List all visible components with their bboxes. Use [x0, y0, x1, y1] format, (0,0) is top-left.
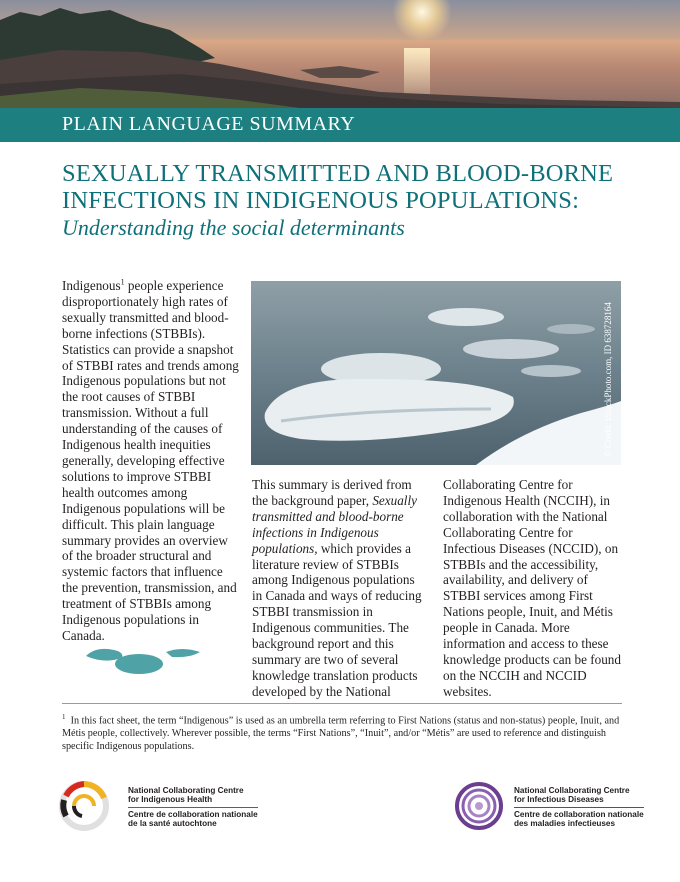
nccid-logo-icon [453, 780, 505, 832]
lily-pad-icon [84, 644, 204, 678]
nccid-en-line-1: National Collaborating Centre [514, 786, 630, 795]
nccih-logo-text [128, 786, 258, 829]
intro-paragraph [62, 278, 240, 644]
footnote-marker: 1 [62, 713, 66, 721]
ice-floes [251, 281, 621, 465]
hero-shoreline [0, 0, 680, 108]
footnote [62, 711, 622, 753]
nccih-en-line-1: National Collaborating Centre [128, 786, 244, 795]
nccih-en-line-2: for Indigenous Health [128, 795, 213, 805]
banner-label: PLAIN LANGUAGE SUMMARY [62, 113, 356, 135]
nccid-logo-text [514, 786, 644, 829]
nccih-fr-line-1: Centre de collaboration nationale [128, 809, 258, 819]
background-intro: This summary is derived from the background paper, [252, 477, 412, 508]
nccid-fr-line-1: Centre de collaboration nationale [514, 809, 644, 819]
footnote-ref[interactable]: 1 [120, 277, 125, 287]
ice-photo [251, 281, 621, 465]
nccid-fr-line-2: des maladies infectieuses [514, 819, 616, 829]
title-line-2: INFECTIONS IN INDIGENOUS POPULATIONS: [62, 187, 580, 214]
hero-photo [0, 0, 680, 108]
background-paragraph [252, 477, 422, 700]
page-subtitle: Understanding the social determinants [62, 215, 405, 240]
nccih-fr-line-2: de la santé autochtone [128, 819, 217, 829]
page-title [62, 160, 652, 214]
background-paper-title: Sexually transmitted and blood-borne infections in Indigenous populations, [252, 492, 417, 556]
nccid-en [514, 786, 644, 808]
nccih-logo-icon [58, 780, 110, 832]
summary-banner [0, 108, 680, 142]
footnote-text: In this fact sheet, the term “Indigenous” is used as an umbrella term referring to First Nations (status and non-status) people, Inuit, and Métis people, collectively. Wherever possible, the terms “First Nations”, “Inuit”, and/or “Métis” are used to reference and distinguish specific Indigenous populations. [62, 715, 620, 753]
intro-text: people experience disproportionately high rates of sexually transmitted and blood-borne infections (STBBIs). Statistics can provide a snapshot of STBBI rates and trends among Indigenous populations but not the root causes of STBBI transmission. Without a full understanding of the causes of Indigenous health inequities generally, developing effective solutions to improve STBBI health outcomes among Indigenous populations will be difficult. This plain language summary provides an overview of the broader structural and systemic factors that influence the prevention, transmission, and treatment of STBBIs among Indigenous populations in Canada. [62, 278, 239, 643]
title-line-1: SEXUALLY TRANSMITTED AND BLOOD-BORNE [62, 160, 614, 187]
footnote-divider [62, 703, 622, 704]
nccid-en-line-2: for Infectious Diseases [514, 795, 604, 805]
intro-lead-word: Indigenous [62, 278, 121, 293]
photo-credit: © Credit: iStockPhoto.com, ID 638728164 [603, 302, 613, 457]
nccih-en [128, 786, 258, 808]
background-rest: which provides a literature review of STBBIs among Indigenous populations in Canada and ways of reducing STBBI transmission in Indigenous communities. The background report and this summary are two of several knowledge translation products developed by the National [252, 540, 422, 699]
collaboration-paragraph: Collaborating Centre for Indigenous Health (NCCIH), in collaboration with the National Collaborating Centre for Infectious Diseases (NCCID), on STBBIs and the accessibility, availability, and delivery of STBBI services among First Nations people, Inuit, and Métis people in Canada. More information and access to these knowledge products can be found on the NCCIH and NCCID websites. [443, 477, 621, 699]
